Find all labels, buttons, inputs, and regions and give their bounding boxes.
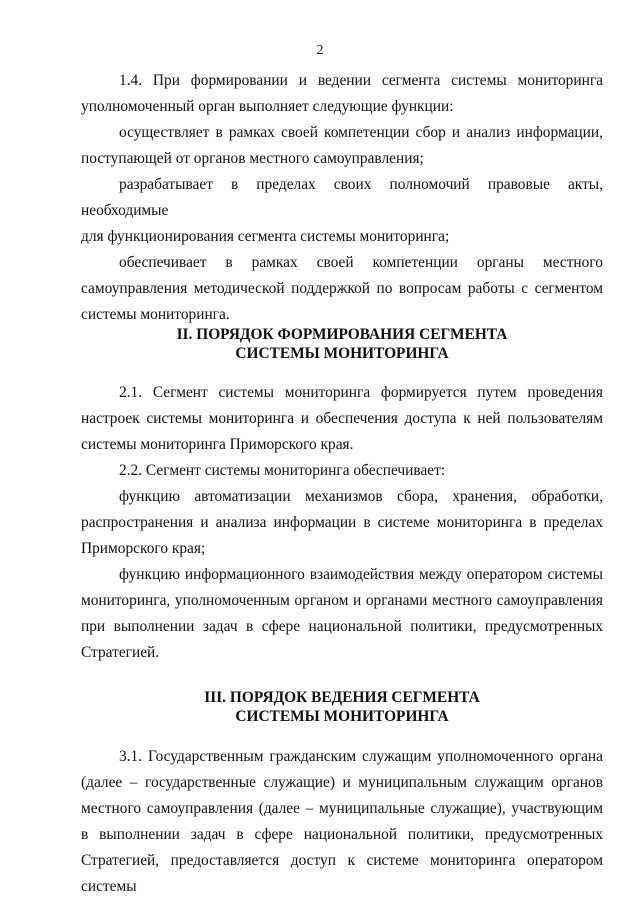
paragraph-collects-line-2: поступающей от органов местного самоуправления; [81,150,424,167]
section-heading-2 [81,325,603,363]
paragraph-2-1-line-1: 2.1. Сегмент системы мониторинга формируется путем проведения [119,384,603,401]
paragraph-function-1-line-2: распространения и анализа информации в системе мониторинга в пределах [81,514,603,531]
paragraph-2-1-line-2: настроек системы мониторинга и обеспечения доступа к ней пользователям [81,410,603,427]
paragraph-1-4-line-2: уполномоченный орган выполняет следующие функции: [81,98,454,115]
paragraph-3-1-line-2: (далее – государственные служащие) и муниципальным служащим органов [81,774,603,791]
section-2 [81,380,603,666]
paragraph-function-1-line-1: функцию автоматизации механизмов сбора, хранения, обработки, [119,488,603,505]
paragraph-function-2-line-1: функцию информационного взаимодействия между оператором системы [119,566,603,583]
paragraph-provides-line-3: системы мониторинга. [81,306,230,323]
section-3 [81,744,603,900]
paragraph-function-2-line-2: мониторинга, уполномоченным органом и органами местного самоуправления [81,592,603,609]
paragraph-3-1-line-4: в выполнении задач в сфере национальной политики, предусмотренных [81,826,603,843]
paragraph-2-2-line-1: 2.2. Сегмент системы мониторинга обеспечивает: [119,462,446,479]
paragraph-function-2-line-3: при выполнении задач в сфере национальной политики, предусмотренных [81,618,603,635]
paragraph-provides-line-1: обеспечивает в рамках своей компетенции органы местного [119,254,603,271]
paragraph-3-1-line-3: местного самоуправления (далее – муниципальные служащие), участвующим [81,800,603,817]
paragraph-2-1-line-3: системы мониторинга Приморского края. [81,436,354,453]
paragraph-1-4-line-1: 1.4. При формировании и ведении сегмента системы мониторинга [119,72,603,89]
paragraph-3-1-line-5: Стратегией, предоставляется доступ к системе мониторинга оператором системы [81,852,603,895]
paragraph-collects-line-1: осуществляет в рамках своей компетенции сбор и анализ информации, [119,124,603,141]
paragraph-develops-line-1: разрабатывает в пределах своих полномочий правовые акты, необходимые [81,176,603,219]
section-heading-3 [81,688,603,726]
paragraph-function-2-line-4: Стратегией. [81,644,160,661]
paragraph-function-1-line-3: Приморского края; [81,540,206,557]
paragraph-provides-line-2: самоуправления методической поддержкой по вопросам работы с сегментом [81,280,603,297]
paragraph-3-1-line-1: 3.1. Государственным гражданским служащим уполномоченного органа [119,748,603,765]
page-number: 2 [316,43,324,58]
heading-2-line-1: II. ПОРЯДОК ФОРМИРОВАНИЯ СЕГМЕНТА [176,326,508,343]
section-1-4 [81,68,603,328]
heading-3-line-1: III. ПОРЯДОК ВЕДЕНИЯ СЕГМЕНТА [204,689,480,706]
paragraph-develops-line-2: для функционирования сегмента системы мониторинга; [81,228,450,245]
heading-2-line-2: СИСТЕМЫ МОНИТОРИНГА [235,345,449,362]
heading-3-line-2: СИСТЕМЫ МОНИТОРИНГА [235,708,449,725]
